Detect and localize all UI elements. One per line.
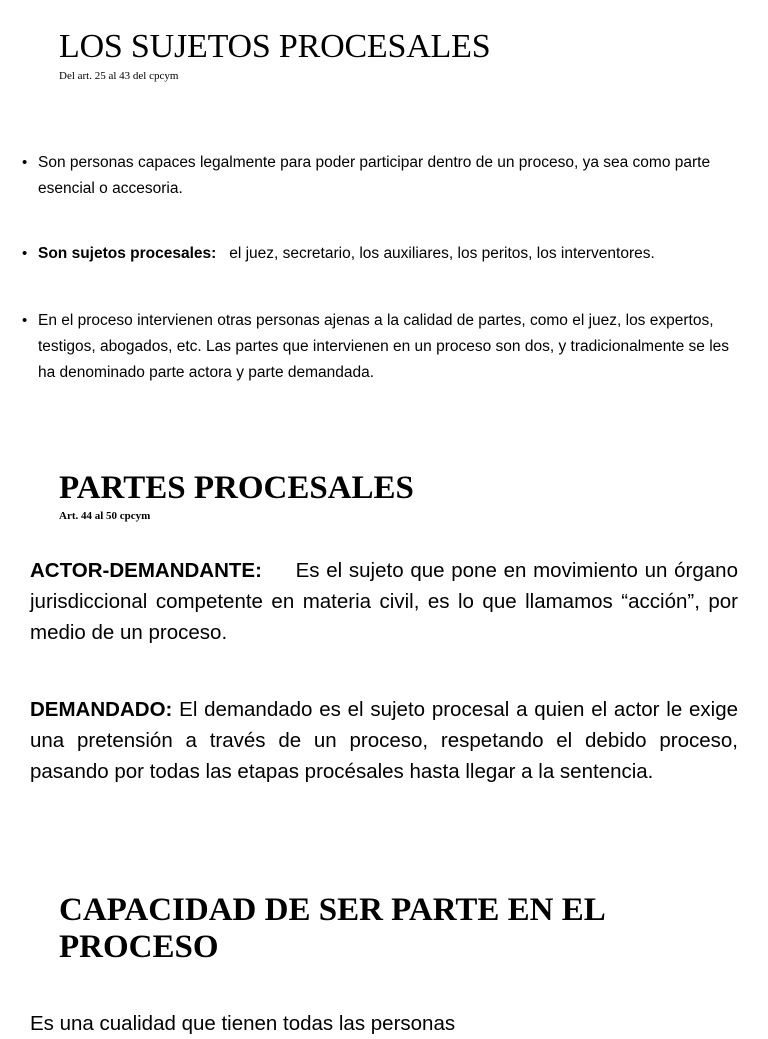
bullet-text: Son personas capaces legalmente para poder participar dentro de un proceso, ya sea como parte esencial o accesoria. [38, 154, 711, 197]
section-subtitle-articles: Art. 44 al 50 cpcym [59, 510, 151, 522]
bullet-text: En el proceso intervienen otras personas ajenas a la calidad de partes, como el juez, los expertos, testigos, abogados, etc. Las partes que intervienen en un proceso son dos, y tradicionalmente se les ha denominado parte actora y parte demandada. [38, 312, 730, 381]
section-title-sujetos-procesales: LOS SUJETOS PROCESALES [59, 28, 491, 65]
bullet-dot-icon: • [22, 312, 28, 329]
bullet-bold-label: Son sujetos procesales: [38, 245, 217, 262]
bullet-item [22, 308, 732, 386]
bullet-item [22, 241, 732, 267]
definition-term: DEMANDADO: [30, 698, 173, 721]
bullet-dot-icon: • [22, 245, 28, 262]
section-title-partes-procesales: PARTES PROCESALES [59, 470, 414, 506]
partial-paragraph: Es una cualidad que tienen todas las personas [30, 1012, 456, 1035]
definition-term: ACTOR-DEMANDANTE: [30, 559, 262, 582]
section-subtitle-articles: Del art. 25 al 43 del cpcym [59, 70, 179, 82]
definition-text: El demandado es el sujeto procesal a quien el actor le exige una pretensión a través de un proceso, respetando el debido proceso, pasando por todas las etapas procésales hasta llegar a la sentencia. [30, 698, 738, 783]
definition-text: Es el sujeto que pone en movimiento un órgano jurisdiccional competente en materia civil, es lo que llamamos “acción”, por medio de un proceso. [30, 559, 738, 644]
definition-paragraph-actor [30, 555, 738, 648]
definition-paragraph-demandado [30, 694, 738, 787]
section-title-capacidad: CAPACIDAD DE SER PARTE EN EL PROCESO [59, 892, 604, 965]
bullet-item [22, 150, 732, 202]
bullet-content [38, 241, 732, 267]
bullet-dot-icon: • [22, 154, 28, 171]
bullet-text: el juez, secretario, los auxiliares, los peritos, los interventores. [229, 245, 655, 262]
